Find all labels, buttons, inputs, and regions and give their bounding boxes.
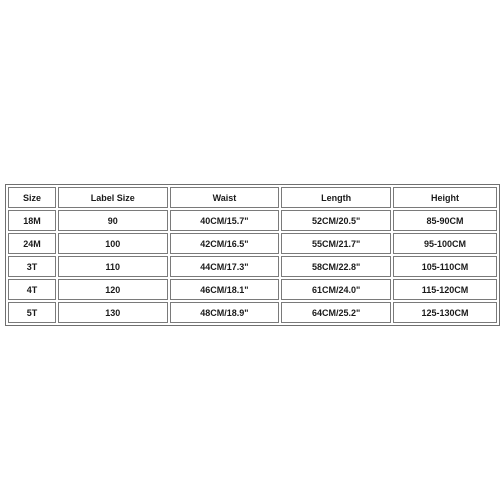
cell-label-size: 90 [58, 210, 168, 231]
table-row [8, 233, 497, 254]
cell-waist: 46CM/18.1" [170, 279, 280, 300]
table-row [8, 279, 497, 300]
table-row [8, 302, 497, 323]
cell-height: 95-100CM [393, 233, 497, 254]
cell-size: 5T [8, 302, 56, 323]
header-label-size: Label Size [58, 187, 168, 208]
header-length: Length [281, 187, 391, 208]
cell-length: 61CM/24.0" [281, 279, 391, 300]
cell-label-size: 130 [58, 302, 168, 323]
cell-waist: 40CM/15.7" [170, 210, 280, 231]
cell-label-size: 120 [58, 279, 168, 300]
cell-label-size: 110 [58, 256, 168, 277]
cell-length: 64CM/25.2" [281, 302, 391, 323]
header-size: Size [8, 187, 56, 208]
size-chart-table [5, 184, 500, 326]
header-height: Height [393, 187, 497, 208]
cell-waist: 44CM/17.3" [170, 256, 280, 277]
cell-length: 55CM/21.7" [281, 233, 391, 254]
cell-label-size: 100 [58, 233, 168, 254]
cell-height: 85-90CM [393, 210, 497, 231]
cell-waist: 42CM/16.5" [170, 233, 280, 254]
cell-height: 105-110CM [393, 256, 497, 277]
table-row [8, 210, 497, 231]
cell-size: 18M [8, 210, 56, 231]
cell-waist: 48CM/18.9" [170, 302, 280, 323]
cell-length: 52CM/20.5" [281, 210, 391, 231]
cell-height: 115-120CM [393, 279, 497, 300]
cell-length: 58CM/22.8" [281, 256, 391, 277]
cell-height: 125-130CM [393, 302, 497, 323]
cell-size: 4T [8, 279, 56, 300]
cell-size: 3T [8, 256, 56, 277]
header-waist: Waist [170, 187, 280, 208]
cell-size: 24M [8, 233, 56, 254]
header-row [8, 187, 497, 208]
table-row [8, 256, 497, 277]
